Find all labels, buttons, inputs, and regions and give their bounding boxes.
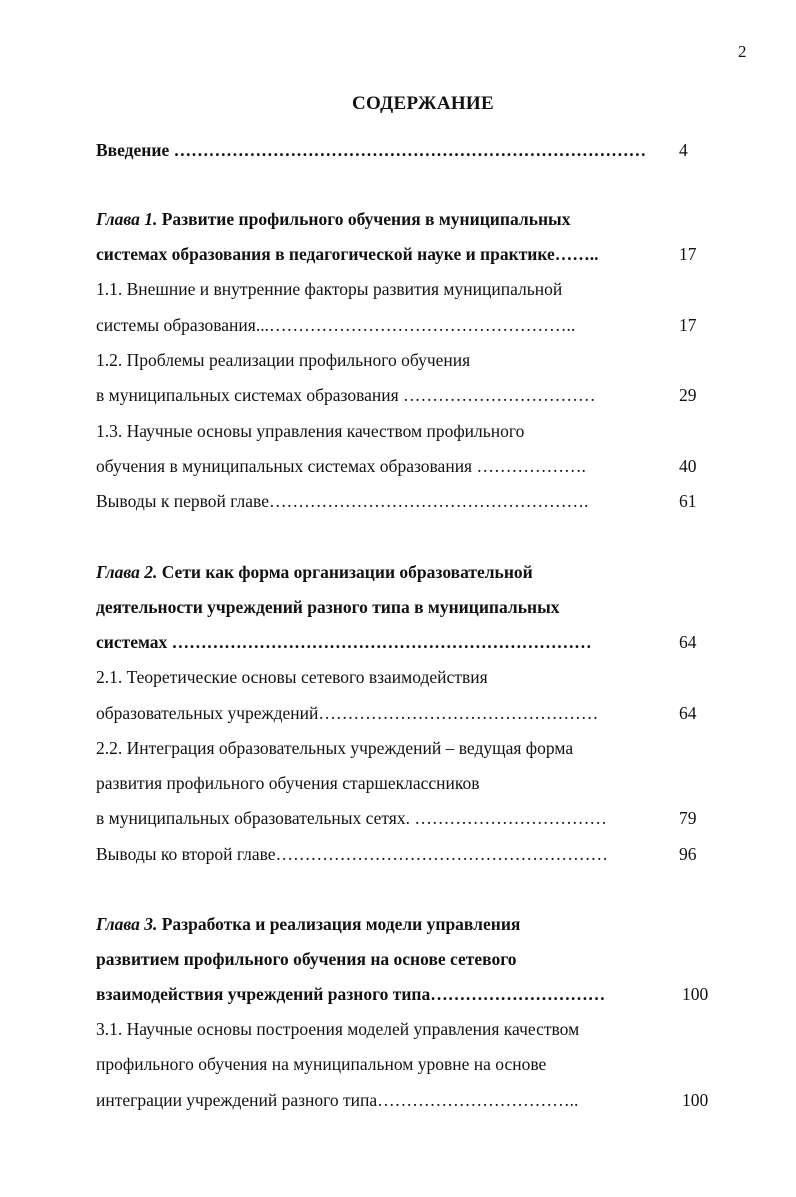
toc-section-3-1-line-3: интеграции учреждений разного типа…………………………….. xyxy=(96,1090,579,1110)
toc-section-1-2-line-1: 1.2. Проблемы реализации профильного обучения xyxy=(96,350,471,370)
toc-section-1-3-line-2: обучения в муниципальных системах образования ………………. xyxy=(96,456,586,476)
toc-page-section-2-2: 79 xyxy=(679,808,697,828)
toc-section-1-3-line-1: 1.3. Научные основы управления качеством профильного xyxy=(96,421,525,441)
toc-chapter-3-line-2: развитием профильного обучения на основе сетевого xyxy=(96,949,517,969)
chapter-2-label: Глава 2. xyxy=(96,562,158,582)
chapter-2-title-part-1: Сети как форма организации образовательной xyxy=(157,562,533,582)
chapter-3-title-part-1: Разработка и реализация модели управления xyxy=(157,914,521,934)
toc-section-3-1-line-1: 3.1. Научные основы построения моделей управления качеством xyxy=(96,1019,580,1039)
toc-chapter-2-line-1 xyxy=(96,561,533,583)
toc-section-2-2-line-2: развития профильного обучения старшеклассников xyxy=(96,773,480,793)
chapter-1-title-part-1: Развитие профильного обучения в муниципальных xyxy=(157,209,571,229)
toc-chapter-2-line-3: системах ……………………………………………………………… xyxy=(96,632,592,652)
toc-page-section-2-1: 64 xyxy=(679,703,697,723)
page-title: СОДЕРЖАНИЕ xyxy=(352,93,494,114)
toc-chapter-1-line-1 xyxy=(96,208,570,230)
toc-chapter-2-conclusions: Выводы ко второй главе………………………………………………… xyxy=(96,844,609,864)
toc-page-chapter-3: 100 xyxy=(682,984,709,1004)
toc-chapter-1-conclusions: Выводы к первой главе………………………………………………. xyxy=(96,491,589,511)
toc-chapter-3-line-1 xyxy=(96,913,520,935)
toc-page-section-1-2: 29 xyxy=(679,385,697,405)
toc-section-1-1-line-1: 1.1. Внешние и внутренние факторы развития муниципальной xyxy=(96,279,563,299)
toc-section-2-1-line-1: 2.1. Теоретические основы сетевого взаимодействия xyxy=(96,667,488,687)
chapter-1-label: Глава 1. xyxy=(96,209,158,229)
toc-section-2-2-line-3: в муниципальных образовательных сетях. …………………………… xyxy=(96,808,607,828)
chapter-3-label: Глава 3. xyxy=(96,914,158,934)
toc-page-section-1-1: 17 xyxy=(679,315,697,335)
toc-section-3-1-line-2: профильного обучения на муниципальном уровне на основе xyxy=(96,1054,547,1074)
toc-section-1-2-line-2: в муниципальных системах образования …………………………… xyxy=(96,385,596,405)
toc-page-section-3-1: 100 xyxy=(682,1090,709,1110)
toc-page-chapter-1-conclusions: 61 xyxy=(679,491,697,511)
toc-page-section-1-3: 40 xyxy=(679,456,697,476)
toc-page-chapter-2: 64 xyxy=(679,632,697,652)
page-number: 2 xyxy=(738,42,747,61)
toc-page-chapter-1: 17 xyxy=(679,244,697,264)
toc-page-intro: 4 xyxy=(679,140,688,160)
toc-entry-intro: Введение ……………………………………………………………………… xyxy=(96,140,647,160)
toc-section-2-2-line-1: 2.2. Интеграция образовательных учреждений – ведущая форма xyxy=(96,738,574,758)
toc-section-2-1-line-2: образовательных учреждений………………………………………… xyxy=(96,703,599,723)
toc-page-chapter-2-conclusions: 96 xyxy=(679,844,697,864)
toc-chapter-1-line-2: системах образования в педагогической науке и практике…….. xyxy=(96,244,599,264)
toc-section-1-1-line-2: системы образования...…………………………………………….. xyxy=(96,315,576,335)
toc-chapter-2-line-2: деятельности учреждений разного типа в муниципальных xyxy=(96,597,560,617)
toc-chapter-3-line-3: взаимодействия учреждений разного типа………………………… xyxy=(96,984,606,1004)
